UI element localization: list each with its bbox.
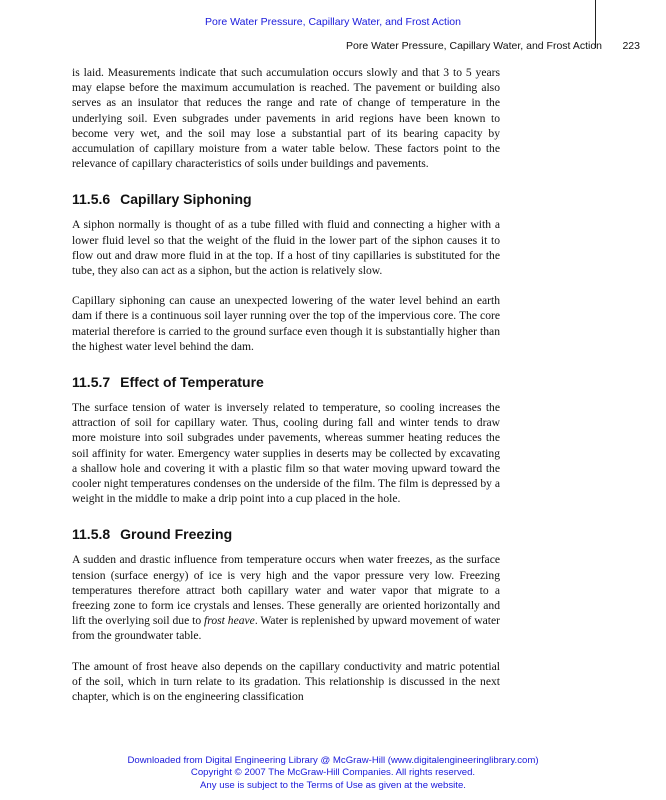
- section-title: Effect of Temperature: [120, 374, 264, 391]
- section-number: 11.5.7: [72, 374, 111, 391]
- text-run: A sudden and drastic influence from temperature occurs when water freezes, as the surface tension (surface energy) of ice is very high and the vapor pressure very low. Freezing temperatures therefore attract both capillary water and water vapor that migrate to a freezing zone to form ice crystals and lenses. These generally are oriented horizontally and lift the overlying soil due to: [72, 553, 500, 628]
- italic-term: frost heave: [204, 614, 255, 628]
- footer-copyright[interactable]: Copyright © 2007 The McGraw-Hill Companies. All rights reserved.: [190, 767, 476, 779]
- paragraph: The surface tension of water is inversely related to temperature, so cooling increases the attraction of soil for capillary water. Thus, cooling during fall and winter tends to draw more moisture into soil subgrades under pavements, whereas summer heating reduces the soil affinity for water. Emergency water supplies in deserts may be collected by excavating a shallow hole and covering it with a plastic film so that water moving upward toward the cooler night temperatures condenses on the underside of the film. The film is depressed by a weight in the middle to make a drip point into a cup placed in the hole.: [72, 401, 500, 506]
- paragraph: The amount of frost heave also depends on the capillary conductivity and matric potential of the soil, which in turn relate to its gradation. This relationship is discussed in the next chapter, which is on the engineering classification: [72, 659, 500, 704]
- section-heading-capillary-siphoning: [72, 191, 500, 207]
- intro-paragraph: is laid. Measurements indicate that such accumulation occurs slowly and that 3 to 5 years may elapse before the maximum accumulation is reached. The pavement or building also serves as an insulator that reduces the range and rate of change of temperature in the underlying soil. Even subgrades under pavements in arid regions have been known to become very wet, and the soil may lose a substantial part of its bearing capacity by accumulation of capillary moisture from a water table below. These factors point to the relevance of capillary characteristics of soils under buildings and pavements.: [72, 66, 500, 171]
- page-number: 223: [622, 40, 640, 52]
- paragraph: A siphon normally is thought of as a tube filled with fluid and connecting a higher with a lower fluid level so that the weight of the fluid in the lower part of the siphon causes it to flow out and draw more fluid in at the top. If a host of tiny capillaries is substituted for the tube, they also can act as a siphon, but the action is relatively slow.: [72, 218, 500, 278]
- footer-terms[interactable]: Any use is subject to the Terms of Use as given at the website.: [200, 779, 466, 791]
- section-number: 11.5.8: [72, 526, 111, 543]
- chapter-title-link[interactable]: Pore Water Pressure, Capillary Water, and Frost Action: [205, 16, 461, 28]
- section-heading-effect-of-temperature: [72, 374, 500, 390]
- paragraph: Capillary siphoning can cause an unexpected lowering of the water level behind an earth dam if there is a continuous soil layer running over the top of the impervious core. The core material therefore is carried to the ground surface even though it is substantially higher than the highest water level behind the dam.: [72, 294, 500, 353]
- running-head: Pore Water Pressure, Capillary Water, and Frost Action: [346, 40, 602, 52]
- section-heading-ground-freezing: [72, 526, 500, 542]
- section-title: Ground Freezing: [120, 526, 233, 543]
- footer-download-link[interactable]: Downloaded from Digital Engineering Library @ McGraw-Hill (www.digitalengineeringlibrary.com): [127, 755, 539, 766]
- section-title: Capillary Siphoning: [120, 191, 252, 208]
- text-run: . Water is replenished by upward movement of water from the groundwater table.: [72, 614, 500, 643]
- paragraph: [72, 552, 500, 643]
- section-number: 11.5.6: [72, 191, 111, 208]
- page-body: [72, 65, 500, 704]
- footer: [0, 755, 666, 792]
